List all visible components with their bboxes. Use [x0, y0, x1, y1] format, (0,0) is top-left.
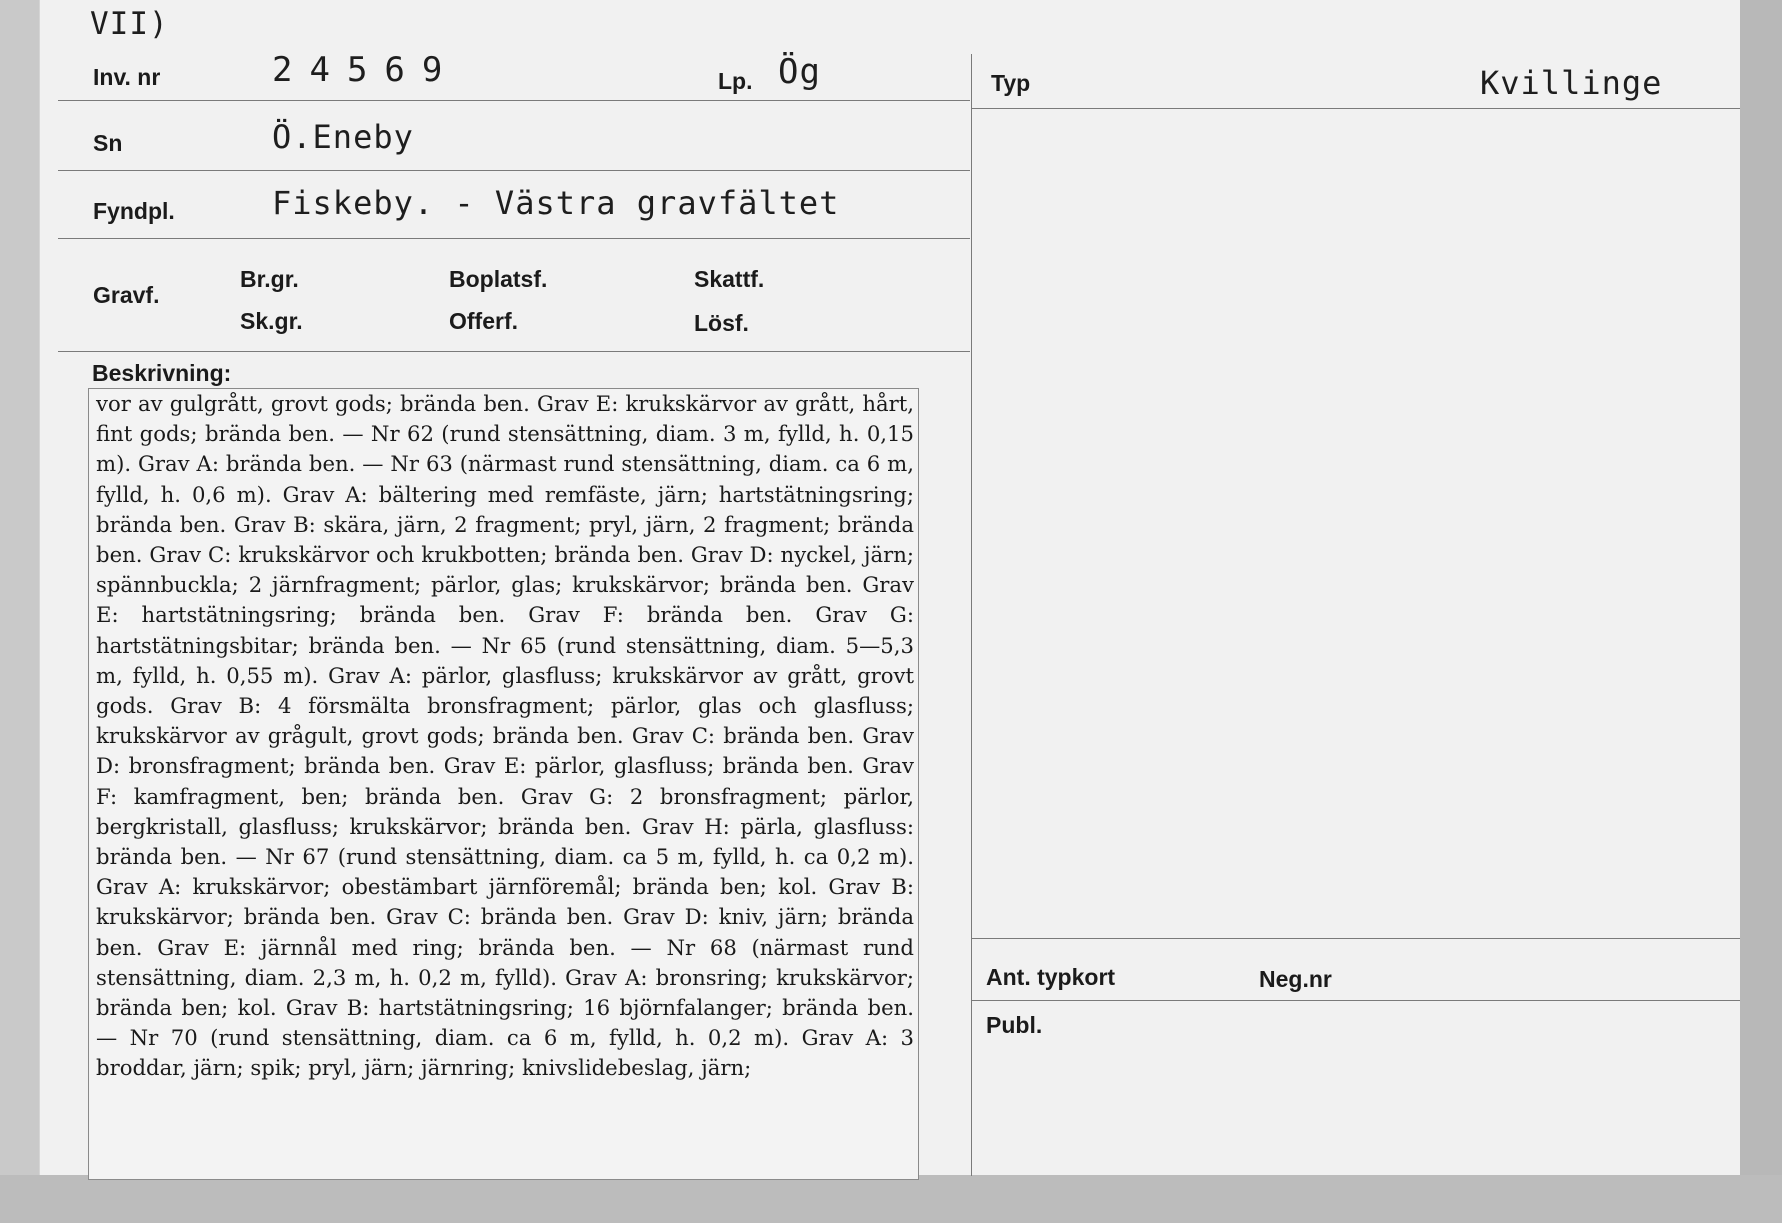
typ-label: Typ [991, 70, 1031, 96]
ant-typkort-label: Ant. typkort [986, 964, 1116, 990]
lp-label: Lp. [718, 68, 753, 94]
skgr-label: Sk.gr. [240, 308, 303, 334]
divider-inv [58, 100, 970, 101]
fyndpl-label: Fyndpl. [93, 198, 175, 224]
sn-value: Ö.Eneby [272, 118, 414, 156]
scan-border-right [1740, 0, 1782, 1223]
inv-nr-label: Inv. nr [93, 64, 161, 90]
losf-label: Lösf. [694, 310, 749, 336]
brgr-label: Br.gr. [240, 266, 299, 292]
divider-fyndpl [58, 238, 970, 239]
scan-border-bottom [0, 1175, 1782, 1223]
divider-publ [972, 1000, 1740, 1001]
neg-nr-label: Neg.nr [1259, 966, 1332, 992]
divider-typkort-top [972, 938, 1740, 939]
typ-value: Kvillinge [1480, 64, 1663, 102]
divider-gravf [58, 351, 970, 352]
inv-nr-value: 24569 [272, 50, 460, 90]
offerf-label: Offerf. [449, 308, 518, 334]
description-text: vor av gulgrått, grovt gods; brända ben. Grav E: krukskärvor av grått, hårt, fint gods; brända ben. — Nr 62 (rund stensättning, diam. 3 m, fylld, h. 0,15 m). Grav A: brända ben. — Nr 63 (närmast rund stensättning, diam. ca 6 m, fylld, h. 0,6 m). Grav A: bältering med remfäste, järn; hartstätningsring; brända ben. Grav B: skära, järn, 2 fragment; pryl, järn, 2 fragment; brända ben. Grav C: krukskärvor och krukbotten; brända ben. Grav D: nyckel, järn; spännbuckla; 2 järnfragment; pärlor, glas; krukskärvor; brända ben. Grav E: hartstätningsring; brända ben. Grav F: brända ben. Grav G: hartstätningsbitar; brända ben. — Nr 65 (rund stensättning, diam. 5—5,3 m, fylld, h. 0,55 m). Grav A: pärlor, glasfluss; krukskärvor av grått, grovt gods. Grav B: 4 försmälta bronsfragment; pärlor, glas och glasfluss; krukskärvor av grågult, grovt gods; brända ben. Grav C: brända ben. Grav D: bronsfragment; brända ben. Grav E: pärlor, glasfluss; brända ben. Grav F: kamfragment, ben; brända ben. Grav G: 2 bronsfragment; pärlor, bergkristall, glasfluss; krukskärvor; brända ben. Grav H: pärla, glasfluss: brända ben. — Nr 67 (rund stensättning, diam. ca 5 m, fylld, h. ca 0,2 m). Grav A: krukskärvor; obestämbart järnföremål; brända ben; kol. Grav B: krukskärvor; brända ben. Grav C: brända ben. Grav D: kniv, järn; brända ben. Grav E: järnnål med ring; brända ben. — Nr 68 (närmast rund stensättning, diam. 2,3 m, h. 0,2 m, fylld). Grav A: bronsring; krukskärvor; brända ben; kol. Grav B: hartstätningsring; 16 björnfalanger; brända ben. — Nr 70 (rund stensättning, diam. ca 6 m, fylld, h. 0,2 m). Grav A: 3 broddar, järn; spik; pryl, järn; järnring; knivslidebeslag, järn; [96, 391, 914, 1081]
lp-value: Ög [778, 52, 821, 92]
divider-sn [58, 170, 970, 171]
divider-typ [972, 108, 1740, 109]
sn-label: Sn [93, 130, 123, 156]
description-box [88, 388, 919, 1180]
publ-label: Publ. [986, 1012, 1043, 1038]
skattf-label: Skattf. [694, 266, 765, 292]
fyndpl-value: Fiskeby. - Västra gravfältet [272, 184, 840, 222]
column-divider [971, 54, 972, 1176]
beskrivning-label: Beskrivning: [92, 360, 232, 386]
boplatsf-label: Boplatsf. [449, 266, 548, 292]
series-number: VII) [90, 6, 169, 42]
gravf-label: Gravf. [93, 282, 160, 308]
